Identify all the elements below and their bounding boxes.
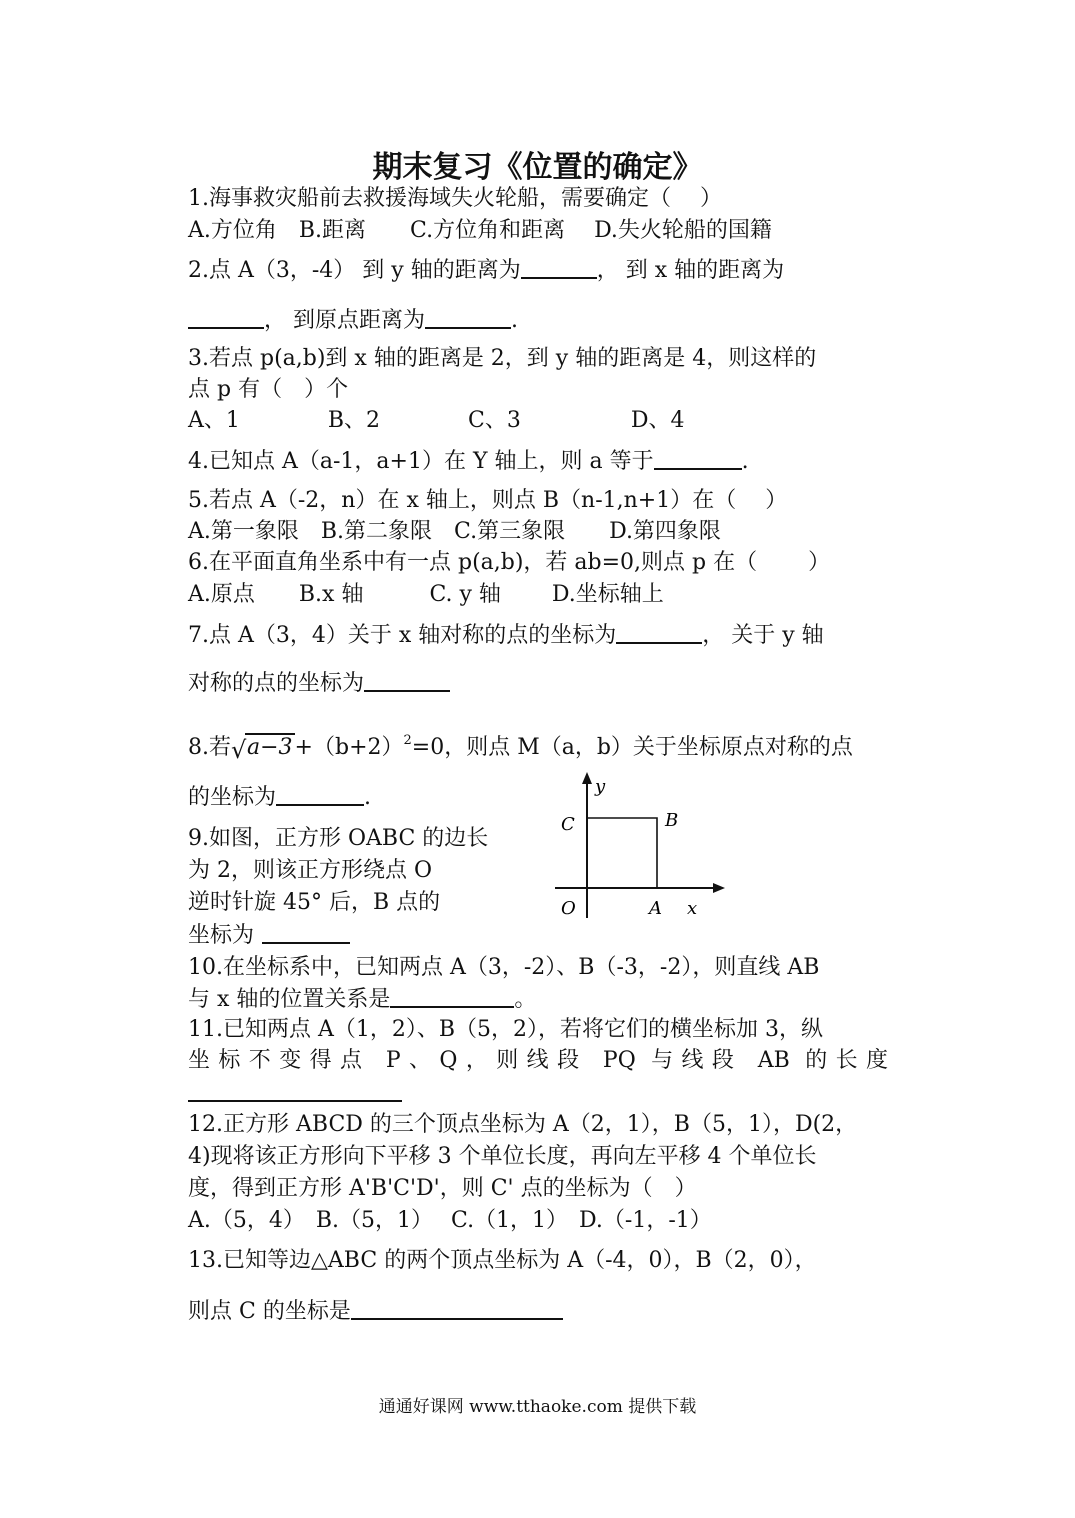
x-axis-arrow-icon <box>713 883 725 893</box>
q8-text-b: 的坐标为 <box>188 785 277 810</box>
label-x: x <box>687 898 698 919</box>
q13-blank[interactable] <box>351 1296 563 1320</box>
q4-text: 4.已知点 A（a-1，a+1）在 Y 轴上，则 a 等于 <box>188 449 654 474</box>
q3-line2: 点 p 有（ ）个 <box>188 377 349 402</box>
q7-text-b: ， 关于 y 轴 <box>702 623 824 648</box>
q2-text-b: ， 到 x 轴的距离为 <box>596 258 785 283</box>
q8-mid: +（b+2） <box>294 735 404 760</box>
q8-line1 <box>188 726 888 763</box>
q9-text: 坐标为 <box>188 923 255 948</box>
q10-blank[interactable] <box>390 984 514 1008</box>
q10-text: 与 x 轴的位置关系是 <box>188 987 391 1012</box>
q11-line2: 坐标不变得点 P、Q，则线段 PQ 与线段 AB 的长度 <box>188 1048 888 1073</box>
label-c: C <box>561 814 575 835</box>
q12-options: A.（5，4） B.（5，1） C.（1，1） D.（-1，-1） <box>188 1208 712 1233</box>
q7-text-a: 7.点 A（3，4）关于 x 轴对称的点的坐标为 <box>188 623 617 648</box>
q3-line1: 3.若点 p(a,b)到 x 轴的距离是 2，到 y 轴的距离是 4，则这样的 <box>188 346 817 371</box>
q10-line1: 10.在坐标系中，已知两点 A（3，-2）、B（-3，-2），则直线 AB <box>188 955 820 980</box>
footer-credit: 通通好课网 www.tthaoke.com 提供下载 <box>378 1397 697 1417</box>
q4-end: . <box>741 449 749 474</box>
q9-line1: 9.如图，正方形 OABC 的边长 <box>188 826 489 851</box>
q7-text-c: 对称的点的坐标为 <box>188 671 365 696</box>
q4-line <box>188 446 888 477</box>
label-origin: O <box>561 898 576 919</box>
q2-line1 <box>188 255 888 286</box>
sqrt-radicand: a−3 <box>247 735 293 760</box>
q2-blank-origin[interactable] <box>425 305 511 329</box>
q1-options: A.方位角 B.距离 C.方位角和距离 D.失火轮船的国籍 <box>188 218 772 243</box>
q10-end: 。 <box>514 987 537 1012</box>
q12-line1: 12.正方形 ABCD 的三个顶点坐标为 A（2，1），B（5，1），D(2， <box>188 1112 858 1137</box>
q11-blank[interactable] <box>188 1078 402 1102</box>
label-a: A <box>649 898 662 919</box>
q6-options: A.原点 B.x 轴 C. y 轴 D.坐标轴上 <box>188 582 664 607</box>
q9-line2: 为 2，则该正方形绕点 O <box>188 858 433 883</box>
q2-text-a: 2.点 A（3，-4） 到 y 轴的距离为 <box>188 258 521 283</box>
q8-blank[interactable] <box>276 782 364 806</box>
q9-blank[interactable] <box>262 920 350 944</box>
q8-suffix: =0，则点 M（a，b）关于坐标原点对称的点 <box>411 735 853 760</box>
q3-options: A、1 B、2 C、3 D、4 <box>188 408 685 433</box>
q1-stem: 1.海事救灾船前去救援海域失火轮船，需要确定（ ） <box>188 186 722 211</box>
square-oabc <box>587 818 657 888</box>
y-axis-arrow-icon <box>582 772 592 784</box>
q8-exponent: 2 <box>403 733 412 748</box>
square-figure <box>545 770 735 930</box>
q13-line1: 13.已知等边△ABC 的两个顶点坐标为 A（-4，0），B（2，0）， <box>188 1248 817 1273</box>
q11-line3 <box>188 1078 888 1109</box>
q13-text: 则点 C 的坐标是 <box>188 1299 351 1324</box>
q8-prefix: 8.若 <box>188 735 231 760</box>
q9-line3: 逆时针旋 45° 后，B 点的 <box>188 890 441 915</box>
sqrt-expression: √ a−3 <box>231 735 293 764</box>
q2-line2 <box>188 305 888 336</box>
q5-options: A.第一象限 B.第二象限 C.第三象限 D.第四象限 <box>188 519 721 544</box>
q5-stem: 5.若点 A（-2，n）在 x 轴上，则点 B（n-1,n+1）在（ ） <box>188 488 788 513</box>
q12-line3: 度，得到正方形 A'B'C'D'，则 C' 点的坐标为（ ） <box>188 1176 697 1201</box>
label-y: y <box>595 776 606 797</box>
q9-line4 <box>188 920 518 951</box>
q7-line1 <box>188 620 888 651</box>
q2-text-c: ， 到原点距离为 <box>264 308 425 333</box>
page-title: 期末复习《位置的确定》 <box>372 150 703 185</box>
q12-line2: 4)现将该正方形向下平移 3 个单位长度，再向左平移 4 个单位长 <box>188 1144 817 1169</box>
q7-blank-x[interactable] <box>616 620 702 644</box>
q2-blank-y[interactable] <box>521 255 597 279</box>
q4-blank[interactable] <box>654 446 742 470</box>
q13-line2 <box>188 1296 888 1327</box>
q8-line2 <box>188 782 888 813</box>
q7-blank-y[interactable] <box>364 668 450 692</box>
q6-stem: 6.在平面直角坐系中有一点 p(a,b)，若 ab=0,则点 p 在（ ） <box>188 550 831 575</box>
q7-line2 <box>188 668 888 699</box>
q11-line1: 11.已知两点 A（1，2）、B（5，2），若将它们的横坐标加 3，纵 <box>188 1017 824 1042</box>
q10-line2 <box>188 984 888 1015</box>
q8-end: . <box>364 785 372 810</box>
q2-text-d: . <box>511 308 518 333</box>
label-b: B <box>665 810 679 831</box>
q2-blank-x[interactable] <box>188 305 264 329</box>
